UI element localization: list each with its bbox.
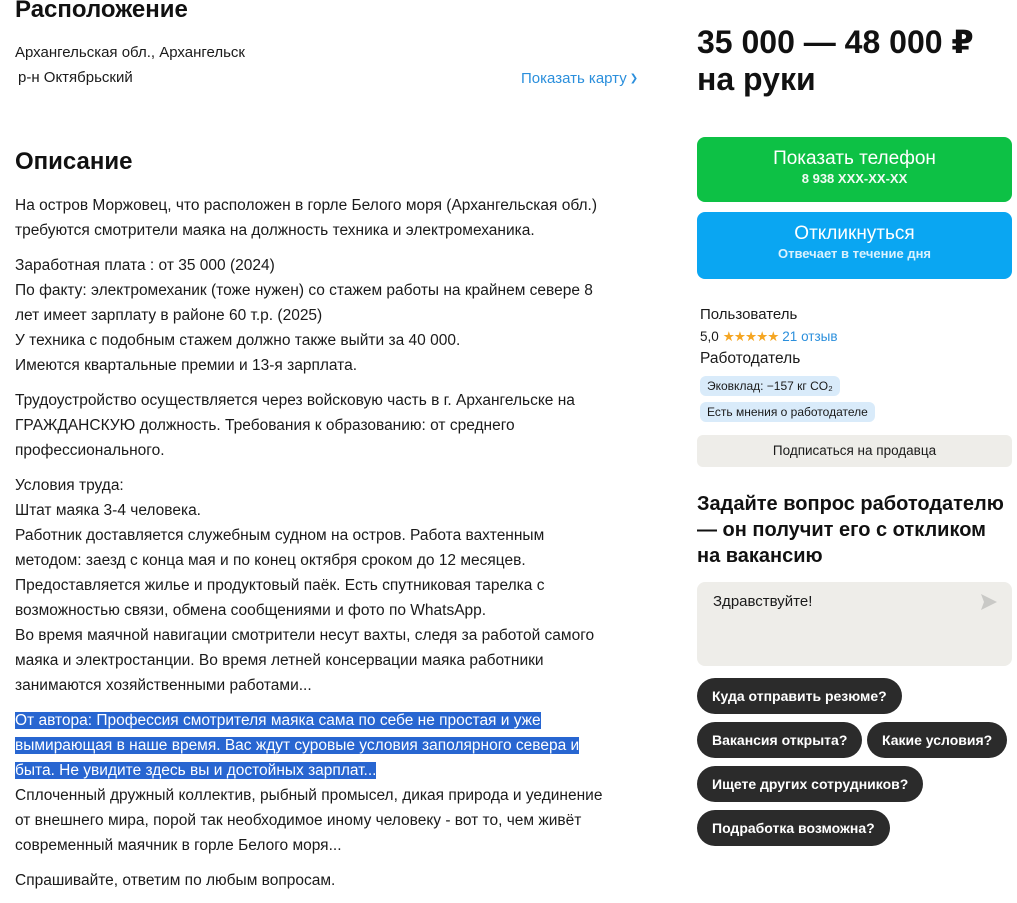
subscribe-button[interactable]: Подписаться на продавца	[697, 435, 1012, 467]
selected-text: вымирающая в наше время. Вас ждут суровые условия заполярного севера и	[15, 737, 580, 754]
show-map-link[interactable]	[521, 70, 638, 87]
phone-number: 8 938 XXX-XX-XX	[801, 171, 908, 186]
reviews-link[interactable]: 21 отзыв	[782, 329, 838, 344]
text-line: По факту: электромеханик (тоже нужен) со стажем работы на крайнем севере 8	[15, 282, 593, 299]
address-region: Архангельская обл., Архангельск	[15, 44, 245, 61]
salary-type: на руки	[697, 61, 816, 97]
text-line: Сплоченный дружный коллектив, рыбный промысел, дикая природа и уединение	[15, 787, 603, 804]
rating-value: 5,0	[700, 329, 719, 344]
text-line: требуются смотрители маяка на должность техника и электромеханика.	[15, 222, 535, 239]
text-line: На остров Моржовец, что расположен в горле Белого моря (Архангельская обл.)	[15, 197, 598, 214]
quick-question-chip[interactable]: Подработка возможна?	[697, 810, 890, 846]
text-line: от внешнего мира, порой так необходимое иному человеку - вот то, чем живёт	[15, 812, 582, 829]
description-paragraph	[15, 473, 655, 698]
reply-button[interactable]	[697, 212, 1012, 279]
description-text	[15, 193, 655, 903]
chevron-down-icon: ❯	[629, 73, 639, 84]
selected-text: От автора: Профессия смотрителя маяка сама по себе не простая и уже	[15, 712, 541, 729]
quick-question-chip[interactable]: Куда отправить резюме?	[697, 678, 902, 714]
text-line: лет имеет зарплату в районе 60 т.р. (2025)	[15, 307, 323, 324]
seller-rating	[700, 329, 838, 345]
star-icon: ★★★★★	[722, 329, 779, 344]
quick-question-chip[interactable]: Ищете других сотрудников?	[697, 766, 923, 802]
ask-question-title: Задайте вопрос работодателю — он получит его с откликом на вакансию	[697, 493, 1004, 567]
text-line: маяка и электростанции. Во время летней консервации маяка работники	[15, 652, 544, 669]
description-title: Описание	[15, 148, 133, 175]
text-line: занимаются хозяйственными работами...	[15, 677, 312, 694]
description-paragraph	[15, 708, 655, 858]
eco-badge[interactable]: Эковклад: −157 кг CO₂	[700, 376, 840, 396]
selected-text: быта. Не увидите здесь вы и достойных зарплат...	[15, 762, 377, 779]
text-line: Имеются квартальные премии и 13-я зарплата.	[15, 357, 358, 374]
description-paragraph	[15, 388, 655, 463]
text-line: ГРАЖДАНСКУЮ должность. Требования к образованию: от среднего	[15, 417, 515, 434]
text-line: Заработная плата : от 35 000 (2024)	[15, 257, 275, 274]
opinions-badge[interactable]: Есть мнения о работодателе	[700, 402, 875, 422]
reply-label: Откликнуться	[794, 223, 915, 244]
show-phone-label: Показать телефон	[773, 148, 936, 169]
selected-text-line	[15, 758, 655, 783]
send-icon[interactable]	[979, 592, 999, 612]
text-line: возможностью связи, обмена сообщениями и фото по WhatsApp.	[15, 602, 487, 619]
text-line: Предоставляется жилье и продуктовый паёк. Есть спутниковая тарелка с	[15, 577, 545, 594]
text-line: современный маячник в горле Белого моря...	[15, 837, 342, 854]
seller-role: Работодатель	[700, 350, 801, 367]
text-line: У техника с подобным стажем должно также выйти за 40 000.	[15, 332, 461, 349]
text-line: профессионального.	[15, 442, 165, 459]
salary-range: 35 000 — 48 000 ₽	[697, 24, 974, 60]
salary	[697, 24, 974, 98]
text-line: Во время маячной навигации смотрители несут вахты, следя за работой самого	[15, 627, 595, 644]
text-line: Трудоустройство осуществляется через войсковую часть в г. Архангельске на	[15, 392, 575, 409]
text-line: Спрашивайте, ответим по любым вопросам.	[15, 872, 336, 889]
selected-text-line	[15, 733, 655, 758]
location-title: Расположение	[15, 0, 188, 23]
description-paragraph	[15, 253, 655, 378]
show-phone-button[interactable]	[697, 137, 1012, 202]
quick-question-chip[interactable]: Какие условия?	[867, 722, 1007, 758]
selected-text-line	[15, 708, 655, 733]
quick-question-chip[interactable]: Вакансия открыта?	[697, 722, 862, 758]
seller-type: Пользователь	[700, 306, 798, 323]
text-line: методом: заезд с конца мая и по конец октября сроком до 12 месяцев.	[15, 552, 526, 569]
text-line: Условия труда:	[15, 477, 124, 494]
description-paragraph	[15, 193, 655, 243]
text-line: Работник доставляется служебным судном на остров. Работа вахтенным	[15, 527, 545, 544]
address-district: р-н Октябрьский	[18, 69, 133, 86]
reply-time: Отвечает в течение дня	[777, 246, 932, 261]
question-input-text[interactable]: Здравствуйте!	[713, 593, 813, 610]
question-input[interactable]	[697, 582, 1012, 666]
show-map-label: Показать карту	[521, 70, 627, 87]
text-line: Штат маяка 3-4 человека.	[15, 502, 201, 519]
description-paragraph	[15, 868, 655, 893]
